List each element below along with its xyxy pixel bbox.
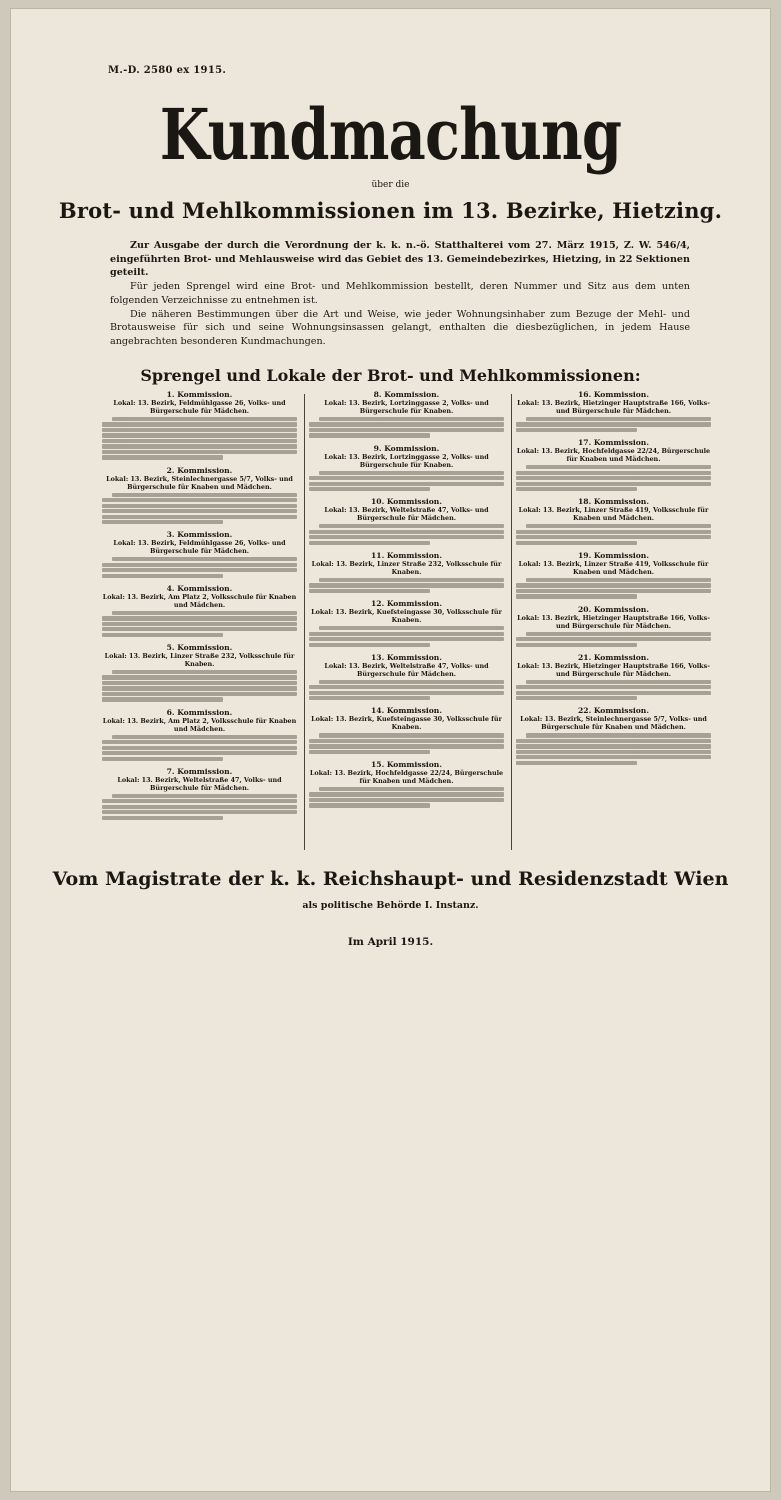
- fine-print-line: [516, 583, 711, 587]
- commission-heading: 16. Kommission.: [578, 390, 649, 399]
- fine-print-line: [516, 589, 711, 593]
- commission-heading: 17. Kommission.: [578, 438, 649, 448]
- fine-print-line: [516, 541, 637, 545]
- fine-print-line: [309, 643, 430, 647]
- commission-location: Lokal: 13. Bezirk, Weltelstraße 47, Volks- und Bürgerschule für Mädchen.: [324, 506, 489, 523]
- fine-print-line: [112, 735, 297, 739]
- commission-location: Lokal: 13. Bezirk, Steinlechnergasse 5/7, Volks- und Bürgerschule für Knaben und Mädchen.: [106, 474, 293, 491]
- fine-print-line: [309, 696, 430, 700]
- fine-print-line: [112, 557, 297, 561]
- fine-print-line: [516, 755, 711, 759]
- commission-entry: [102, 390, 297, 460]
- fine-print-line: [102, 627, 297, 631]
- fine-print-line: [516, 428, 637, 432]
- commission-heading: 12. Kommission.: [371, 599, 442, 609]
- fine-print-line: [516, 744, 711, 748]
- fine-print-line: [102, 746, 297, 750]
- commission-heading: 15. Kommission.: [371, 760, 442, 769]
- section-heading: Sprengel und Lokale der Brot- und Mehlkommissionen:: [140, 366, 641, 385]
- fine-print-line: [102, 740, 297, 744]
- commission-entry: [309, 497, 504, 545]
- commission-location: Lokal: 13. Bezirk, Linzer Straße 232, Volksschule für Knaben.: [104, 651, 295, 668]
- date-line: Im April 1915.: [347, 936, 434, 948]
- commission-columns: [102, 390, 711, 850]
- fine-print-line: [526, 680, 711, 684]
- page-subtitle: Brot- und Mehlkommissionen im 13. Bezirke, Hietzing.: [58, 198, 723, 223]
- commission-entry: [102, 530, 297, 578]
- commission-location: Lokal: 13. Bezirk, Linzer Straße 419, Volksschule für Knaben und Mädchen.: [518, 506, 709, 523]
- fine-print-line: [102, 568, 297, 572]
- fine-print-line: [102, 616, 297, 620]
- fine-print-line: [102, 455, 223, 459]
- fine-print-line: [102, 622, 297, 626]
- fine-print-line: [319, 680, 504, 684]
- fine-print-line: [102, 444, 297, 448]
- fine-print-line: [102, 751, 297, 755]
- commission-entry: [516, 497, 711, 545]
- commission-location: Lokal: 13. Bezirk, Lortzinggasse 2, Volks- und Bürgerschule für Knaben.: [324, 399, 489, 415]
- fine-print-line: [102, 433, 297, 437]
- column-3: [516, 390, 711, 850]
- fine-print-line: [102, 574, 223, 578]
- fine-print-line: [309, 798, 504, 802]
- commission-entry: [102, 643, 297, 702]
- commission-entry: [102, 708, 297, 761]
- fine-print-line: [516, 535, 711, 539]
- commission-entry: [309, 706, 504, 754]
- fine-print-line: [309, 589, 430, 593]
- fine-print-line: [516, 691, 711, 695]
- fine-print-line: [112, 670, 297, 674]
- fine-print-line: [309, 750, 430, 754]
- commission-location: Lokal: 13. Bezirk, Linzer Straße 419, Volksschule für Knaben und Mädchen.: [518, 559, 709, 576]
- fine-print-line: [516, 750, 711, 754]
- fine-print-line: [516, 476, 711, 480]
- fine-print-line: [516, 696, 637, 700]
- commission-entry: [516, 653, 711, 701]
- fine-print-line: [112, 417, 297, 421]
- fine-print-line: [102, 563, 297, 567]
- commission-location: Lokal: 13. Bezirk, Linzer Straße 232, Volksschule für Knaben.: [311, 559, 502, 576]
- fine-print-line: [516, 594, 637, 598]
- fine-print-line: [309, 792, 504, 796]
- fine-print-line: [309, 428, 504, 432]
- fine-print-line: [309, 691, 504, 695]
- fine-print-line: [102, 428, 297, 432]
- commission-location: Lokal: 13. Bezirk, Weltelstraße 47, Volks- und Bürgerschule für Mädchen.: [324, 661, 489, 678]
- fine-print-line: [102, 450, 297, 454]
- commission-heading: 10. Kommission.: [371, 497, 442, 507]
- commission-heading: 2. Kommission.: [166, 465, 233, 475]
- fine-print-line: [309, 739, 504, 743]
- commission-location: Lokal: 13. Bezirk, Lortzinggasse 2, Volks- und Bürgerschule für Knaben.: [324, 452, 489, 469]
- page-title: Kundmachung: [159, 93, 622, 176]
- commission-heading: 4. Kommission.: [166, 583, 233, 593]
- commission-location: Lokal: 13. Bezirk, Weltelstraße 47, Volks- und Bürgerschule für Mädchen.: [117, 775, 282, 792]
- fine-print-line: [102, 757, 223, 761]
- connector-text: über die: [371, 180, 410, 190]
- fine-print-line: [319, 417, 504, 421]
- authority-line: als politische Behörde I. Instanz.: [302, 900, 479, 911]
- fine-print-line: [516, 482, 711, 486]
- fine-print-line: [526, 524, 711, 528]
- commission-location: Lokal: 13. Bezirk, Hochfeldgasse 22/24, Bürgerschule für Knaben und Mädchen.: [516, 447, 711, 464]
- fine-print-line: [516, 685, 711, 689]
- fine-print-line: [526, 465, 711, 469]
- commission-entry: [309, 551, 504, 593]
- commission-heading: 5. Kommission.: [166, 642, 233, 652]
- commission-entry: [102, 584, 297, 637]
- commission-heading: 20. Kommission.: [578, 604, 649, 614]
- commission-entry: [516, 438, 711, 491]
- fine-print-line: [102, 692, 297, 696]
- issuer-line: Vom Magistrate der k. k. Reichshaupt- und Residenzstadt Wien: [52, 868, 729, 890]
- fine-print-line: [319, 471, 504, 475]
- fine-print-line: [319, 787, 504, 791]
- commission-entry: [516, 390, 711, 432]
- commission-location: Lokal: 13. Bezirk, Feldmühlgasse 26, Volks- und Bürgerschule für Mädchen.: [113, 539, 286, 556]
- fine-print-line: [516, 471, 711, 475]
- fine-print-line: [526, 632, 711, 636]
- fine-print-line: [112, 493, 297, 497]
- commission-entry: [102, 466, 297, 525]
- commission-location: Lokal: 13. Bezirk, Kuefsteingasse 30, Volksschule für Knaben.: [311, 715, 502, 732]
- fine-print-line: [102, 681, 297, 685]
- fine-print-line: [112, 611, 297, 615]
- fine-print-line: [309, 535, 504, 539]
- fine-print-line: [309, 637, 504, 641]
- fine-print-line: [526, 578, 711, 582]
- fine-print-line: [516, 643, 637, 647]
- commission-entry: [102, 767, 297, 820]
- fine-print-line: [102, 520, 223, 524]
- fine-print-line: [309, 583, 504, 587]
- fine-print-line: [516, 761, 637, 765]
- commission-entry: [516, 706, 711, 765]
- commission-heading: 3. Kommission.: [166, 530, 233, 540]
- intro-paragraph: Zur Ausgabe der durch die Verordnung der k. k. n.-ö. Statthalterei vom 27. März 1915, Z. W. 546/4, eingeführten Brot- und Mehlausweise wird das Gebiet des 13. Gemeindebezirkes, Hietzing, in 22 Sektionen geteilt.: [110, 240, 690, 279]
- commission-entry: [516, 551, 711, 599]
- commission-heading: 18. Kommission.: [578, 497, 649, 507]
- commission-heading: 13. Kommission.: [371, 652, 442, 662]
- commission-location: Lokal: 13. Bezirk, Hietzinger Hauptstraße 166, Volks- und Bürgerschule für Mädchen.: [517, 399, 710, 415]
- fine-print-line: [319, 578, 504, 582]
- fine-print-line: [526, 417, 711, 421]
- fine-print-line: [309, 530, 504, 534]
- commission-location: Lokal: 13. Bezirk, Kuefsteingasse 30, Volksschule für Knaben.: [311, 608, 502, 625]
- commission-heading: 9. Kommission.: [373, 443, 440, 453]
- commission-heading: 1. Kommission.: [166, 390, 233, 399]
- fine-print-line: [526, 733, 711, 737]
- fine-print-line: [102, 633, 223, 637]
- commission-location: Lokal: 13. Bezirk, Hietzinger Hauptstraße 166, Volks- und Bürgerschule für Mädchen.: [517, 613, 710, 630]
- fine-print-line: [309, 632, 504, 636]
- fine-print-line: [309, 685, 504, 689]
- poster-sheet: [10, 8, 771, 1492]
- fine-print-line: [102, 810, 297, 814]
- fine-print-line: [102, 422, 297, 426]
- fine-print-line: [102, 509, 297, 513]
- fine-print-line: [319, 524, 504, 528]
- fine-print-line: [309, 541, 430, 545]
- fine-print-line: [112, 794, 297, 798]
- fine-print-line: [102, 805, 297, 809]
- fine-print-line: [102, 799, 297, 803]
- fine-print-line: [309, 487, 430, 491]
- fine-print-line: [102, 439, 297, 443]
- fine-print-line: [516, 637, 711, 641]
- fine-print-line: [309, 433, 430, 437]
- fine-print-line: [102, 515, 297, 519]
- commission-location: Lokal: 13. Bezirk, Hietzinger Hauptstraße 166, Volks- und Bürgerschule für Mädchen.: [517, 661, 710, 678]
- commission-location: Lokal: 13. Bezirk, Am Platz 2, Volksschule für Knaben und Mädchen.: [102, 592, 297, 609]
- fine-print-line: [309, 744, 504, 748]
- commission-heading: 22. Kommission.: [578, 706, 649, 716]
- column-2: [309, 390, 504, 850]
- commission-entry: [516, 605, 711, 647]
- commission-heading: 8. Kommission.: [373, 390, 440, 399]
- fine-print-line: [309, 422, 504, 426]
- intro-paragraph: Für jeden Sprengel wird eine Brot- und Mehlkommission bestellt, deren Nummer und Sitz aus dem unten folgenden Verzeichnisse zu entnehmen ist.: [110, 281, 690, 306]
- commission-entry: [309, 653, 504, 701]
- column-1: [102, 390, 297, 850]
- fine-print-line: [319, 626, 504, 630]
- fine-print-line: [309, 476, 504, 480]
- commission-location: Lokal: 13. Bezirk, Hochfeldgasse 22/24, Bürgerschule für Knaben und Mädchen.: [309, 769, 504, 785]
- fine-print-line: [102, 686, 297, 690]
- commission-heading: 6. Kommission.: [166, 707, 233, 717]
- commission-location: Lokal: 13. Bezirk, Feldmühlgasse 26, Volks- und Bürgerschule für Mädchen.: [113, 399, 286, 415]
- commission-heading: 11. Kommission.: [371, 550, 442, 560]
- commission-location: Lokal: 13. Bezirk, Steinlechnergasse 5/7, Volks- und Bürgerschule für Knaben und Mädchen.: [520, 715, 707, 732]
- intro-paragraph: Die näheren Bestimmungen über die Art und Weise, wie jeder Wohnungsinhaber zum Bezuge der Mehl- und Brotausweise für sich und seine Wohnungsinsassen gelangt, enthalten die diesbezüglichen, in jedem Hause angebrachten besonderen Kundmachungen.: [110, 308, 690, 347]
- fine-print-line: [102, 675, 297, 679]
- fine-print-line: [319, 733, 504, 737]
- fine-print-line: [102, 697, 223, 701]
- commission-entry: [309, 444, 504, 492]
- intro-text: [110, 239, 690, 349]
- commission-entry: [309, 390, 504, 438]
- fine-print-line: [516, 739, 711, 743]
- fine-print-line: [102, 498, 297, 502]
- commission-entry: [309, 760, 504, 808]
- commission-heading: 7. Kommission.: [166, 766, 233, 776]
- fine-print-line: [516, 422, 711, 426]
- fine-print-line: [309, 803, 430, 807]
- commission-location: Lokal: 13. Bezirk, Am Platz 2, Volksschule für Knaben und Mädchen.: [102, 716, 297, 733]
- commission-entry: [309, 599, 504, 647]
- fine-print-line: [309, 482, 504, 486]
- fine-print-line: [102, 816, 223, 820]
- commission-heading: 14. Kommission.: [371, 706, 442, 716]
- fine-print-line: [516, 530, 711, 534]
- commission-heading: 21. Kommission.: [578, 652, 649, 662]
- fine-print-line: [516, 487, 637, 491]
- fine-print-line: [102, 504, 297, 508]
- commission-heading: 19. Kommission.: [578, 550, 649, 560]
- reference-number: M.-D. 2580 ex 1915.: [108, 65, 227, 76]
